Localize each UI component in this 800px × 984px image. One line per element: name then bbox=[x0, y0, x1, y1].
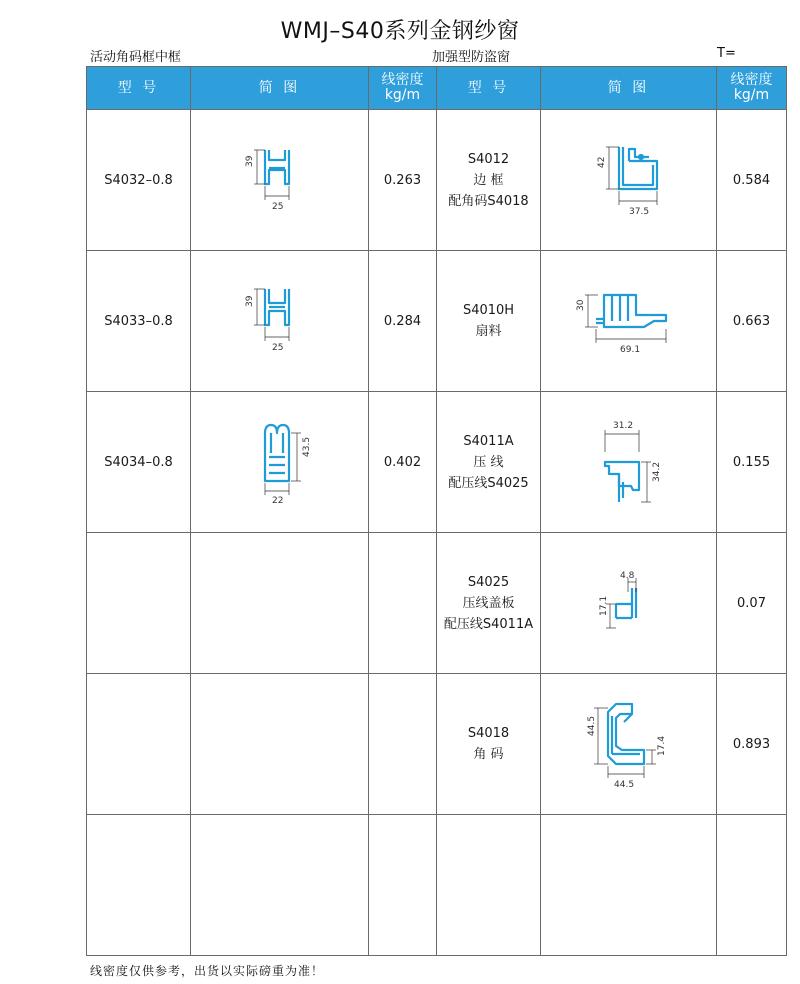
subtitle-left: 活动角码框中框 bbox=[90, 50, 182, 65]
subtitle-temper: T= bbox=[717, 46, 736, 61]
dimension-width: 44.5 bbox=[613, 780, 634, 790]
model-cell: S4033–0.8 bbox=[87, 251, 191, 392]
density-cell bbox=[717, 815, 787, 956]
drawing-cell bbox=[191, 533, 369, 674]
profile-spec-table bbox=[86, 66, 787, 956]
dimension-height: 44.5 bbox=[586, 715, 597, 736]
profile-s4011a-drawing bbox=[579, 412, 679, 512]
footer-note: 线密度仅供参考，出货以实际磅重为准！ bbox=[90, 964, 325, 978]
model-cell bbox=[437, 815, 541, 956]
drawing-cell bbox=[541, 815, 717, 956]
density-cell: 0.402 bbox=[369, 392, 437, 533]
table-row bbox=[87, 533, 787, 674]
dimension-height: 17.1 bbox=[598, 595, 609, 616]
drawing-cell bbox=[541, 392, 717, 533]
subtitle-middle: 加强型防盗窗 bbox=[432, 50, 511, 65]
header-drawing-right: 简 图 bbox=[541, 67, 717, 110]
density-cell: 0.155 bbox=[717, 392, 787, 533]
drawing-cell bbox=[541, 674, 717, 815]
drawing-cell bbox=[191, 674, 369, 815]
header-density-left: 线密度 kg/m bbox=[369, 67, 437, 110]
density-cell bbox=[369, 674, 437, 815]
page-title: WMJ–S40系列金钢纱窗 bbox=[280, 19, 520, 44]
dimension-width: 25 bbox=[271, 202, 283, 212]
drawing-cell bbox=[541, 110, 717, 251]
density-cell: 0.584 bbox=[717, 110, 787, 251]
density-cell: 0.263 bbox=[369, 110, 437, 251]
profile-s4010h-drawing bbox=[574, 281, 684, 361]
table-row bbox=[87, 392, 787, 533]
dimension-width: 25 bbox=[271, 343, 283, 353]
model-cell: S4011A 压 线 配压线S4025 bbox=[437, 392, 541, 533]
model-cell bbox=[87, 674, 191, 815]
profile-s4033-drawing bbox=[235, 281, 325, 361]
profile-s4018-drawing bbox=[574, 694, 684, 794]
density-cell: 0.663 bbox=[717, 251, 787, 392]
profile-s4025-drawing bbox=[584, 568, 674, 638]
model-cell: S4032–0.8 bbox=[87, 110, 191, 251]
dimension-width: 22 bbox=[271, 496, 283, 506]
drawing-cell bbox=[191, 251, 369, 392]
dimension-height: 30 bbox=[575, 299, 586, 311]
dimension-width: 4.8 bbox=[619, 571, 634, 581]
header-model-right: 型 号 bbox=[437, 67, 541, 110]
dimension-width: 31.2 bbox=[612, 421, 633, 431]
dimension-height: 43.5 bbox=[301, 436, 312, 457]
density-cell: 0.07 bbox=[717, 533, 787, 674]
drawing-cell bbox=[191, 815, 369, 956]
model-cell bbox=[87, 533, 191, 674]
model-cell: S4018 角 码 bbox=[437, 674, 541, 815]
dimension-height: 39 bbox=[244, 295, 255, 307]
density-cell: 0.284 bbox=[369, 251, 437, 392]
dimension-width: 37.5 bbox=[628, 207, 649, 217]
model-cell: S4010H 扇料 bbox=[437, 251, 541, 392]
dimension-height-2: 17.4 bbox=[656, 735, 667, 756]
dimension-width: 69.1 bbox=[619, 345, 640, 355]
drawing-cell bbox=[191, 392, 369, 533]
table-row bbox=[87, 815, 787, 956]
density-cell bbox=[369, 815, 437, 956]
header-density-right: 线密度 kg/m bbox=[717, 67, 787, 110]
profile-s4012-drawing bbox=[579, 135, 679, 225]
density-cell bbox=[369, 533, 437, 674]
dimension-height: 42 bbox=[596, 156, 607, 168]
table-row bbox=[87, 110, 787, 251]
table-row bbox=[87, 674, 787, 815]
profile-s4034-drawing bbox=[235, 417, 325, 507]
dimension-height: 39 bbox=[244, 155, 255, 167]
model-cell: S4012 边 框 配角码S4018 bbox=[437, 110, 541, 251]
profile-s4032-drawing bbox=[235, 140, 325, 220]
model-cell bbox=[87, 815, 191, 956]
table-header-row bbox=[87, 67, 787, 110]
header-model-left: 型 号 bbox=[87, 67, 191, 110]
density-cell: 0.893 bbox=[717, 674, 787, 815]
header-drawing-left: 简 图 bbox=[191, 67, 369, 110]
drawing-cell bbox=[541, 251, 717, 392]
drawing-cell bbox=[191, 110, 369, 251]
table-row bbox=[87, 251, 787, 392]
model-cell: S4034–0.8 bbox=[87, 392, 191, 533]
drawing-cell bbox=[541, 533, 717, 674]
dimension-height: 34.2 bbox=[651, 461, 662, 482]
model-cell: S4025 压线盖板 配压线S4011A bbox=[437, 533, 541, 674]
